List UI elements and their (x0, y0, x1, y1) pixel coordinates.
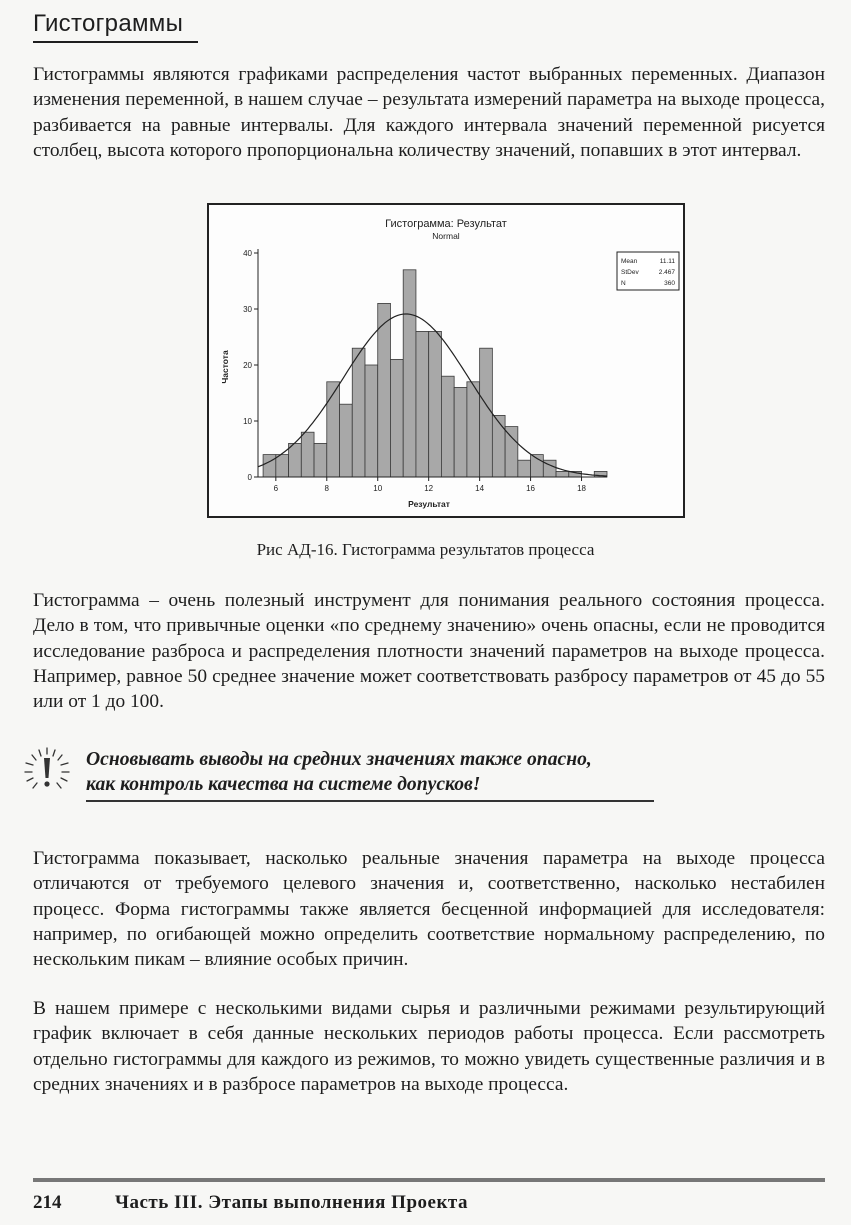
x-tick-label: 16 (526, 484, 536, 493)
stats-mean-label: Mean (621, 258, 638, 265)
histogram-bar (441, 376, 454, 477)
paragraph-shows: Гистограмма показывает, насколько реальные значения параметра на выходе процесса отличаются от требуемого целевого значения и, соответственно, насколько нестабилен процесс. Форма гистограммы также является бесценной информацией для исследователя: например, по огибающей можно определить соответствие нормальному распределению, по нескольким пикам – влияние особых причин. (33, 848, 825, 971)
stats-stdev-label: StDev (621, 269, 639, 276)
x-tick-label: 14 (475, 484, 485, 493)
stats-n-label: N (621, 280, 626, 287)
exclamation-burst-icon (22, 746, 72, 792)
histogram-bar (467, 382, 480, 477)
x-tick-label: 12 (424, 484, 434, 493)
histogram-bar (263, 455, 276, 477)
histogram-bar (556, 471, 569, 477)
histogram-bar (416, 331, 429, 477)
histogram-bar (480, 348, 493, 477)
histogram-bar (327, 382, 340, 477)
figure-caption: Рис АД-16. Гистограмма результатов процесса (256, 540, 595, 559)
histogram-bar (365, 365, 378, 477)
running-title: Часть III. Этапы выполнения Проекта (115, 1192, 468, 1213)
warning-note (86, 747, 646, 797)
y-tick-label: 30 (243, 305, 252, 314)
note-underline (86, 800, 654, 802)
histogram-bar (378, 303, 391, 477)
y-tick-label: 40 (243, 249, 252, 258)
x-tick-label: 10 (373, 484, 383, 493)
paragraph-intro: Гистограммы являются графиками распределения частот выбранных переменных. Диапазон изменения переменной, в нашем случае – результата измерений параметра на выходе процесса, разбивается на равные интервалы. Для каждого интервала значений переменной рисуется столбец, высота которого пропорциональна количеству значений, попавших в этот интервал. (33, 64, 825, 161)
page-number: 214 (33, 1192, 62, 1213)
histogram-bar (301, 432, 314, 477)
footer-rule (33, 1178, 825, 1182)
histogram-bar (289, 443, 302, 477)
histogram-bar (276, 455, 289, 477)
chart-subtitle: Normal (432, 231, 460, 241)
stats-n-value: 360 (664, 280, 675, 287)
y-tick-label: 20 (243, 361, 252, 370)
histogram-bar (352, 348, 365, 477)
section-heading: Гистограммы (33, 10, 184, 37)
y-tick-label: 0 (247, 473, 252, 482)
histogram-bar (454, 387, 467, 477)
stats-stdev-value: 2.467 (658, 269, 675, 276)
y-tick-label: 10 (243, 417, 252, 426)
chart-title: Гистограмма: Результат (385, 218, 507, 230)
histogram-figure (207, 203, 685, 518)
warning-note-line-2: как контроль качества на системе допусков! (86, 774, 481, 795)
y-axis-label: Частота (220, 350, 230, 384)
x-tick-label: 18 (577, 484, 586, 493)
stats-box (617, 252, 679, 290)
histogram-bar (518, 460, 531, 477)
histogram-bar (505, 427, 518, 477)
x-axis-label: Результат (408, 499, 450, 509)
histogram-bar (403, 270, 416, 477)
histogram-bar (314, 443, 327, 477)
histogram-chart (209, 205, 683, 516)
x-tick-label: 6 (273, 484, 279, 493)
histogram-bar (492, 415, 505, 477)
histogram-bar (429, 331, 442, 477)
warning-note-line-1: Основывать выводы на средних значениях также опасно, (86, 749, 592, 770)
paragraph-example: В нашем примере с несколькими видами сырья и различными режимами результирующий график включает в себя данные нескольких периодов работы процесса. Если рассмотреть отдельно гистограммы для каждого из режимов, то можно увидеть существенные различия и в средних значениях и в разбросе параметров на выходе процесса. (33, 998, 825, 1095)
stats-mean-value: 11.11 (659, 258, 675, 265)
histogram-bars (263, 270, 607, 477)
heading-underline (33, 41, 198, 43)
histogram-bar (340, 404, 353, 477)
paragraph-usefulness: Гистограмма – очень полезный инструмент для понимания реального состояния процесса. Дело в том, что привычные оценки «по среднему значению» очень опасны, если не проводится исследование разброса и распределения плотности значений параметров на выходе процесса. Например, равное 50 среднее значение может соответствовать разбросу параметров от 45 до 55 или от 1 до 100. (33, 590, 825, 713)
histogram-bar (390, 359, 403, 477)
x-tick-label: 8 (324, 484, 330, 493)
